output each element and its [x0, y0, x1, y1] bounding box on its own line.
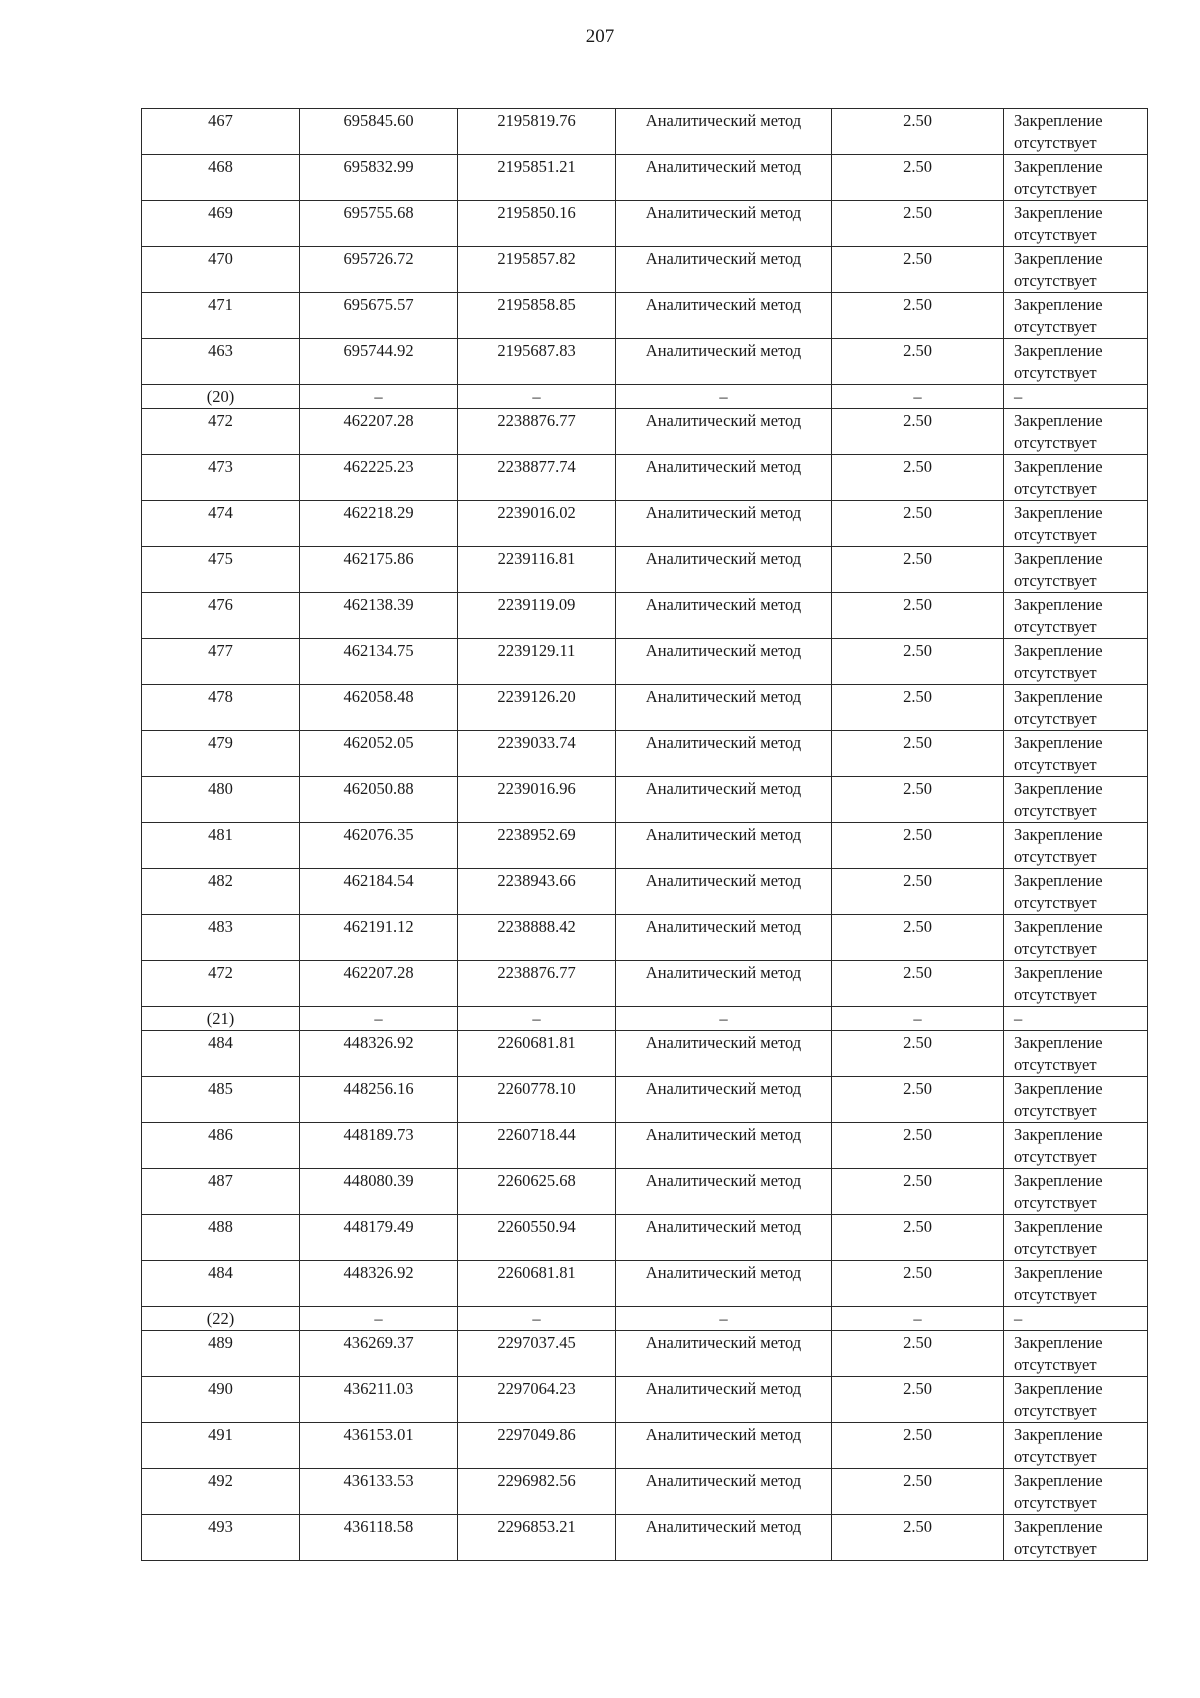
method-cell: Аналитический метод [616, 1169, 832, 1215]
point-number-cell: 486 [142, 1123, 300, 1169]
fixation-cell: Закрепление отсутствует [1004, 339, 1148, 385]
y-coordinate-cell: 2238877.74 [458, 455, 616, 501]
x-coordinate-cell: 695832.99 [300, 155, 458, 201]
fixation-cell: Закрепление отсутствует [1004, 1077, 1148, 1123]
y-coordinate-cell: 2239016.02 [458, 501, 616, 547]
x-coordinate-cell: 462076.35 [300, 823, 458, 869]
method-cell: Аналитический метод [616, 593, 832, 639]
point-number-cell: 484 [142, 1031, 300, 1077]
y-coordinate-cell: 2238952.69 [458, 823, 616, 869]
x-coordinate-cell: 462175.86 [300, 547, 458, 593]
fixation-cell: Закрепление отсутствует [1004, 777, 1148, 823]
point-number-cell: 473 [142, 455, 300, 501]
accuracy-cell: – [832, 1307, 1004, 1331]
table-row [142, 1169, 1148, 1215]
method-cell: Аналитический метод [616, 155, 832, 201]
contour-separator-row [142, 1307, 1148, 1331]
y-coordinate-cell: 2297037.45 [458, 1331, 616, 1377]
fixation-cell: Закрепление отсутствует [1004, 685, 1148, 731]
table-row [142, 1261, 1148, 1307]
method-cell: Аналитический метод [616, 109, 832, 155]
accuracy-cell: 2.50 [832, 1215, 1004, 1261]
method-cell: Аналитический метод [616, 1331, 832, 1377]
method-cell: Аналитический метод [616, 1377, 832, 1423]
method-cell: Аналитический метод [616, 961, 832, 1007]
table-row [142, 293, 1148, 339]
table-row [142, 1123, 1148, 1169]
point-number-cell: 479 [142, 731, 300, 777]
x-coordinate-cell: 436133.53 [300, 1469, 458, 1515]
fixation-cell: Закрепление отсутствует [1004, 201, 1148, 247]
coordinates-table [141, 108, 1148, 1561]
point-number-cell: 490 [142, 1377, 300, 1423]
method-cell: Аналитический метод [616, 1515, 832, 1561]
table-row [142, 1331, 1148, 1377]
point-number-cell: 481 [142, 823, 300, 869]
fixation-cell: – [1004, 1007, 1148, 1031]
method-cell: Аналитический метод [616, 685, 832, 731]
method-cell: Аналитический метод [616, 1077, 832, 1123]
fixation-cell: Закрепление отсутствует [1004, 961, 1148, 1007]
point-number-cell: 487 [142, 1169, 300, 1215]
y-coordinate-cell: 2260625.68 [458, 1169, 616, 1215]
table-row [142, 1215, 1148, 1261]
y-coordinate-cell: 2296853.21 [458, 1515, 616, 1561]
x-coordinate-cell: 436211.03 [300, 1377, 458, 1423]
y-coordinate-cell: 2260681.81 [458, 1031, 616, 1077]
point-number-cell: 477 [142, 639, 300, 685]
y-coordinate-cell: 2239119.09 [458, 593, 616, 639]
fixation-cell: Закрепление отсутствует [1004, 1515, 1148, 1561]
fixation-cell: Закрепление отсутствует [1004, 1469, 1148, 1515]
y-coordinate-cell: 2296982.56 [458, 1469, 616, 1515]
table-row [142, 547, 1148, 593]
fixation-cell: Закрепление отсутствует [1004, 639, 1148, 685]
method-cell: Аналитический метод [616, 455, 832, 501]
table-row [142, 639, 1148, 685]
contour-separator-row [142, 385, 1148, 409]
x-coordinate-cell: – [300, 385, 458, 409]
table-row [142, 961, 1148, 1007]
table-row [142, 1423, 1148, 1469]
table-row [142, 1469, 1148, 1515]
point-number-cell: 485 [142, 1077, 300, 1123]
method-cell: Аналитический метод [616, 339, 832, 385]
y-coordinate-cell: 2195857.82 [458, 247, 616, 293]
method-cell: Аналитический метод [616, 293, 832, 339]
accuracy-cell: 2.50 [832, 1469, 1004, 1515]
accuracy-cell: 2.50 [832, 247, 1004, 293]
table-row [142, 823, 1148, 869]
accuracy-cell: 2.50 [832, 731, 1004, 777]
fixation-cell: Закрепление отсутствует [1004, 293, 1148, 339]
y-coordinate-cell: 2297049.86 [458, 1423, 616, 1469]
accuracy-cell: 2.50 [832, 1261, 1004, 1307]
accuracy-cell: 2.50 [832, 1123, 1004, 1169]
x-coordinate-cell: 448326.92 [300, 1261, 458, 1307]
method-cell: Аналитический метод [616, 777, 832, 823]
fixation-cell: – [1004, 1307, 1148, 1331]
point-number-cell: 483 [142, 915, 300, 961]
table-row [142, 869, 1148, 915]
y-coordinate-cell: 2238888.42 [458, 915, 616, 961]
point-number-cell: 468 [142, 155, 300, 201]
accuracy-cell: 2.50 [832, 339, 1004, 385]
fixation-cell: Закрепление отсутствует [1004, 1377, 1148, 1423]
x-coordinate-cell: 695726.72 [300, 247, 458, 293]
table-row [142, 501, 1148, 547]
x-coordinate-cell: 436153.01 [300, 1423, 458, 1469]
accuracy-cell: 2.50 [832, 777, 1004, 823]
fixation-cell: Закрепление отсутствует [1004, 547, 1148, 593]
point-number-cell: 488 [142, 1215, 300, 1261]
table-row [142, 1377, 1148, 1423]
point-number-cell: 478 [142, 685, 300, 731]
x-coordinate-cell: 695675.57 [300, 293, 458, 339]
y-coordinate-cell: 2260681.81 [458, 1261, 616, 1307]
method-cell: Аналитический метод [616, 501, 832, 547]
point-number-cell: 463 [142, 339, 300, 385]
point-number-cell: (22) [142, 1307, 300, 1331]
fixation-cell: Закрепление отсутствует [1004, 1261, 1148, 1307]
point-number-cell: 484 [142, 1261, 300, 1307]
method-cell: Аналитический метод [616, 915, 832, 961]
method-cell: Аналитический метод [616, 869, 832, 915]
method-cell: Аналитический метод [616, 1215, 832, 1261]
point-number-cell: 467 [142, 109, 300, 155]
fixation-cell: Закрепление отсутствует [1004, 455, 1148, 501]
accuracy-cell: 2.50 [832, 1423, 1004, 1469]
table-row [142, 247, 1148, 293]
y-coordinate-cell: 2239126.20 [458, 685, 616, 731]
point-number-cell: 469 [142, 201, 300, 247]
accuracy-cell: 2.50 [832, 455, 1004, 501]
method-cell: Аналитический метод [616, 201, 832, 247]
point-number-cell: 493 [142, 1515, 300, 1561]
fixation-cell: Закрепление отсутствует [1004, 1423, 1148, 1469]
fixation-cell: Закрепление отсутствует [1004, 915, 1148, 961]
y-coordinate-cell: – [458, 1007, 616, 1031]
fixation-cell: Закрепление отсутствует [1004, 1123, 1148, 1169]
table-row [142, 409, 1148, 455]
fixation-cell: Закрепление отсутствует [1004, 1215, 1148, 1261]
table-row [142, 685, 1148, 731]
x-coordinate-cell: 436118.58 [300, 1515, 458, 1561]
point-number-cell: 472 [142, 409, 300, 455]
y-coordinate-cell: 2195858.85 [458, 293, 616, 339]
coordinates-table-body [142, 109, 1148, 1561]
x-coordinate-cell: 436269.37 [300, 1331, 458, 1377]
y-coordinate-cell: 2195850.16 [458, 201, 616, 247]
table-row [142, 777, 1148, 823]
table-row [142, 915, 1148, 961]
x-coordinate-cell: 462138.39 [300, 593, 458, 639]
table-row [142, 1515, 1148, 1561]
y-coordinate-cell: 2238943.66 [458, 869, 616, 915]
x-coordinate-cell: 448080.39 [300, 1169, 458, 1215]
y-coordinate-cell: 2239116.81 [458, 547, 616, 593]
x-coordinate-cell: 462184.54 [300, 869, 458, 915]
accuracy-cell: 2.50 [832, 869, 1004, 915]
method-cell: Аналитический метод [616, 547, 832, 593]
accuracy-cell: 2.50 [832, 915, 1004, 961]
table-row [142, 731, 1148, 777]
accuracy-cell: 2.50 [832, 1169, 1004, 1215]
x-coordinate-cell: 448179.49 [300, 1215, 458, 1261]
accuracy-cell: 2.50 [832, 639, 1004, 685]
fixation-cell: Закрепление отсутствует [1004, 593, 1148, 639]
method-cell: Аналитический метод [616, 1261, 832, 1307]
x-coordinate-cell: 462050.88 [300, 777, 458, 823]
point-number-cell: 480 [142, 777, 300, 823]
y-coordinate-cell: 2239033.74 [458, 731, 616, 777]
y-coordinate-cell: 2195851.21 [458, 155, 616, 201]
y-coordinate-cell: 2238876.77 [458, 961, 616, 1007]
point-number-cell: 471 [142, 293, 300, 339]
y-coordinate-cell: 2195819.76 [458, 109, 616, 155]
table-row [142, 455, 1148, 501]
x-coordinate-cell: 462191.12 [300, 915, 458, 961]
page-number: 207 [585, 26, 615, 47]
fixation-cell: Закрепление отсутствует [1004, 731, 1148, 777]
method-cell: – [616, 1307, 832, 1331]
y-coordinate-cell: – [458, 1307, 616, 1331]
y-coordinate-cell: 2195687.83 [458, 339, 616, 385]
method-cell: – [616, 1007, 832, 1031]
accuracy-cell: 2.50 [832, 1377, 1004, 1423]
accuracy-cell: – [832, 385, 1004, 409]
point-number-cell: 470 [142, 247, 300, 293]
table-row [142, 201, 1148, 247]
x-coordinate-cell: 695755.68 [300, 201, 458, 247]
fixation-cell: Закрепление отсутствует [1004, 155, 1148, 201]
fixation-cell: – [1004, 385, 1148, 409]
accuracy-cell: 2.50 [832, 409, 1004, 455]
accuracy-cell: 2.50 [832, 547, 1004, 593]
method-cell: Аналитический метод [616, 1469, 832, 1515]
accuracy-cell: 2.50 [832, 1031, 1004, 1077]
table-row [142, 593, 1148, 639]
point-number-cell: 474 [142, 501, 300, 547]
y-coordinate-cell: – [458, 385, 616, 409]
x-coordinate-cell: 462052.05 [300, 731, 458, 777]
table-row [142, 109, 1148, 155]
method-cell: Аналитический метод [616, 1423, 832, 1469]
fixation-cell: Закрепление отсутствует [1004, 1331, 1148, 1377]
fixation-cell: Закрепление отсутствует [1004, 109, 1148, 155]
table-row [142, 155, 1148, 201]
point-number-cell: 482 [142, 869, 300, 915]
x-coordinate-cell: 695744.92 [300, 339, 458, 385]
x-coordinate-cell: 695845.60 [300, 109, 458, 155]
point-number-cell: 476 [142, 593, 300, 639]
fixation-cell: Закрепление отсутствует [1004, 247, 1148, 293]
accuracy-cell: 2.50 [832, 155, 1004, 201]
method-cell: Аналитический метод [616, 1123, 832, 1169]
x-coordinate-cell: – [300, 1307, 458, 1331]
fixation-cell: Закрепление отсутствует [1004, 1169, 1148, 1215]
x-coordinate-cell: 448189.73 [300, 1123, 458, 1169]
y-coordinate-cell: 2239129.11 [458, 639, 616, 685]
accuracy-cell: 2.50 [832, 109, 1004, 155]
x-coordinate-cell: 462218.29 [300, 501, 458, 547]
x-coordinate-cell: – [300, 1007, 458, 1031]
accuracy-cell: 2.50 [832, 293, 1004, 339]
point-number-cell: 475 [142, 547, 300, 593]
x-coordinate-cell: 462058.48 [300, 685, 458, 731]
method-cell: Аналитический метод [616, 247, 832, 293]
y-coordinate-cell: 2239016.96 [458, 777, 616, 823]
fixation-cell: Закрепление отсутствует [1004, 409, 1148, 455]
y-coordinate-cell: 2297064.23 [458, 1377, 616, 1423]
accuracy-cell: 2.50 [832, 1331, 1004, 1377]
x-coordinate-cell: 462225.23 [300, 455, 458, 501]
point-number-cell: 489 [142, 1331, 300, 1377]
point-number-cell: 472 [142, 961, 300, 1007]
x-coordinate-cell: 448326.92 [300, 1031, 458, 1077]
point-number-cell: (20) [142, 385, 300, 409]
table-row [142, 1031, 1148, 1077]
method-cell: Аналитический метод [616, 823, 832, 869]
x-coordinate-cell: 462207.28 [300, 961, 458, 1007]
method-cell: Аналитический метод [616, 639, 832, 685]
fixation-cell: Закрепление отсутствует [1004, 823, 1148, 869]
accuracy-cell: 2.50 [832, 685, 1004, 731]
accuracy-cell: – [832, 1007, 1004, 1031]
table-row [142, 1077, 1148, 1123]
point-number-cell: 491 [142, 1423, 300, 1469]
method-cell: Аналитический метод [616, 1031, 832, 1077]
method-cell: – [616, 385, 832, 409]
accuracy-cell: 2.50 [832, 1077, 1004, 1123]
point-number-cell: (21) [142, 1007, 300, 1031]
accuracy-cell: 2.50 [832, 823, 1004, 869]
method-cell: Аналитический метод [616, 731, 832, 777]
method-cell: Аналитический метод [616, 409, 832, 455]
accuracy-cell: 2.50 [832, 961, 1004, 1007]
y-coordinate-cell: 2260778.10 [458, 1077, 616, 1123]
fixation-cell: Закрепление отсутствует [1004, 501, 1148, 547]
x-coordinate-cell: 448256.16 [300, 1077, 458, 1123]
y-coordinate-cell: 2238876.77 [458, 409, 616, 455]
accuracy-cell: 2.50 [832, 201, 1004, 247]
accuracy-cell: 2.50 [832, 593, 1004, 639]
y-coordinate-cell: 2260718.44 [458, 1123, 616, 1169]
accuracy-cell: 2.50 [832, 501, 1004, 547]
fixation-cell: Закрепление отсутствует [1004, 1031, 1148, 1077]
point-number-cell: 492 [142, 1469, 300, 1515]
contour-separator-row [142, 1007, 1148, 1031]
accuracy-cell: 2.50 [832, 1515, 1004, 1561]
y-coordinate-cell: 2260550.94 [458, 1215, 616, 1261]
fixation-cell: Закрепление отсутствует [1004, 869, 1148, 915]
table-row [142, 339, 1148, 385]
x-coordinate-cell: 462207.28 [300, 409, 458, 455]
x-coordinate-cell: 462134.75 [300, 639, 458, 685]
